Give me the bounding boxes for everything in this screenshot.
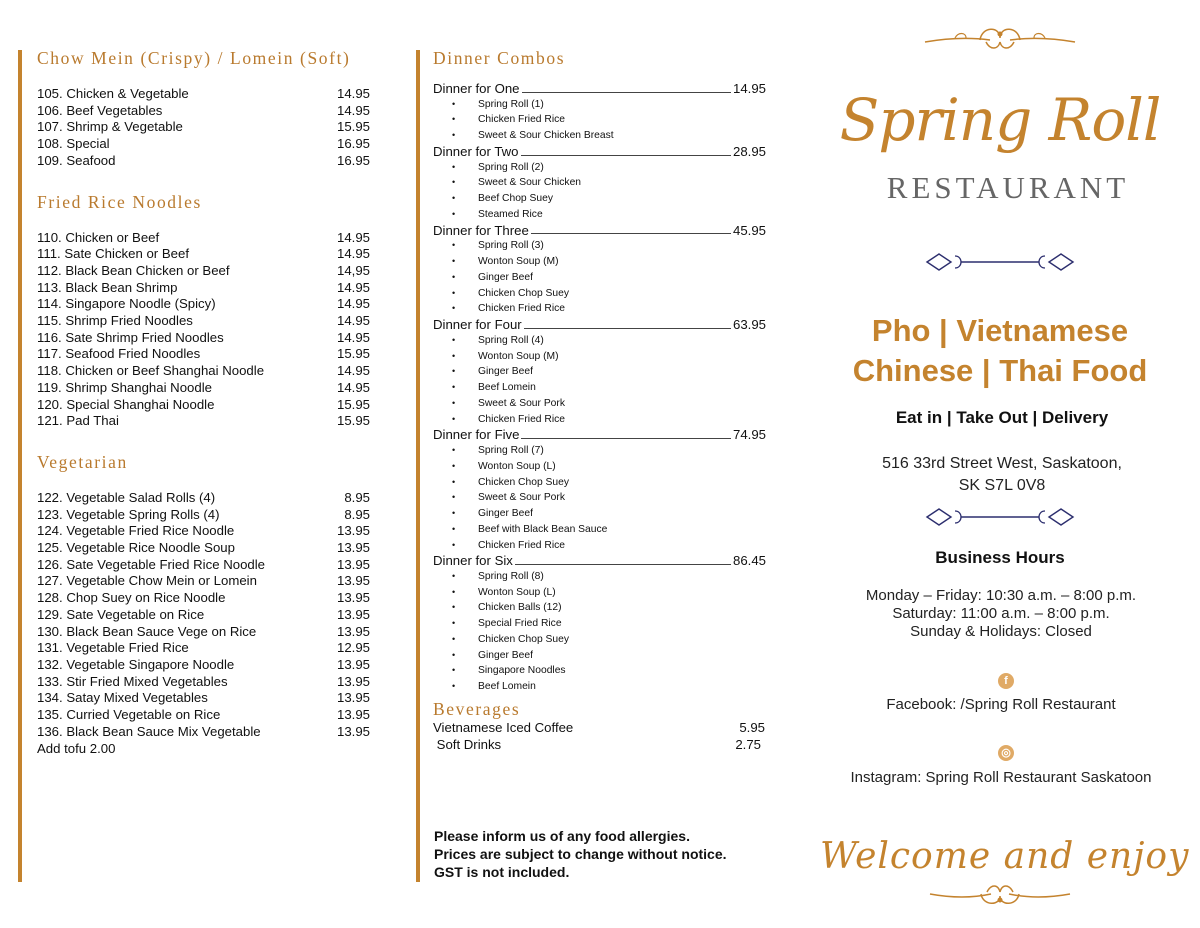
item-price: 14,95 xyxy=(336,262,370,278)
item-price: 8.95 xyxy=(344,506,370,522)
business-hours-title: Business Hours xyxy=(935,548,1065,567)
section-title: Chow Mein (Crispy) / Lomein (Soft) xyxy=(37,48,351,68)
item-price: 5.95 xyxy=(739,719,765,735)
welcome-script: Welcome and enjoy xyxy=(820,836,1190,877)
instagram-link[interactable]: Instagram: Spring Roll Restaurant Saskatoon xyxy=(850,769,1152,786)
divider-ornament xyxy=(925,505,1075,529)
instagram-icon-wrap xyxy=(820,743,1192,761)
item-price: 8.95 xyxy=(344,489,370,505)
combo-name: Dinner for Two xyxy=(433,143,519,159)
item-name: 109. Seafood xyxy=(37,152,116,168)
item-price: 13.95 xyxy=(336,707,370,723)
item-price: 14.95 xyxy=(336,279,370,295)
combo-item: • Chicken Fried Rice xyxy=(478,301,766,317)
item-price: 13.95 xyxy=(336,573,370,589)
fried-rice-noodles-section xyxy=(37,192,370,430)
combo-price: 28.95 xyxy=(732,143,766,159)
item-name: 113. Black Bean Shrimp xyxy=(37,279,178,295)
combo-name: Dinner for Three xyxy=(433,222,529,238)
combo-item: • Chicken Balls (12) xyxy=(478,600,766,616)
item-name: 125. Vegetable Rice Noodle Soup xyxy=(37,540,235,556)
combo-item: • Chicken Fried Rice xyxy=(478,538,766,554)
combo-price: 63.95 xyxy=(732,317,766,333)
menu-item xyxy=(37,707,370,724)
combo-header xyxy=(433,223,766,239)
item-price: 13.95 xyxy=(336,656,370,672)
hours-sunday: Sunday & Holidays: Closed xyxy=(910,623,1092,640)
item-price: 14.95 xyxy=(336,102,370,118)
leader-line xyxy=(531,233,731,234)
menu-item xyxy=(37,153,370,170)
menu-item xyxy=(37,523,370,540)
facebook-link[interactable]: Facebook: /Spring Roll Restaurant xyxy=(886,696,1116,713)
combo-item: • Spring Roll (8) xyxy=(478,569,766,585)
menu-item xyxy=(37,573,370,590)
item-price: 14.95 xyxy=(336,86,370,101)
item-name: 112. Black Bean Chicken or Beef xyxy=(37,262,230,278)
item-name: Vietnamese Iced Coffee xyxy=(433,719,574,735)
combo-name: Dinner for Five xyxy=(433,427,520,443)
item-price: 13.95 xyxy=(336,690,370,706)
chow-mein-section xyxy=(37,48,370,170)
combo-item: • Wonton Soup (L) xyxy=(478,459,766,475)
flourish-ornament-bottom xyxy=(925,878,1075,912)
combo-item: • Sweet & Sour Pork xyxy=(478,396,766,412)
combo-item: • Chicken Fried Rice xyxy=(478,112,766,128)
menu-column-1 xyxy=(37,48,370,757)
menu-item xyxy=(37,507,370,524)
combo-block xyxy=(433,427,766,553)
menu-item xyxy=(37,246,370,263)
menu-item xyxy=(37,674,370,691)
leader-line xyxy=(515,564,731,565)
menu-item xyxy=(37,296,370,313)
menu-item xyxy=(37,103,370,120)
item-price: 15.95 xyxy=(336,119,370,135)
item-price: 16.95 xyxy=(336,136,370,152)
item-price: 13.95 xyxy=(336,673,370,689)
combo-item: • Wonton Soup (M) xyxy=(478,254,766,270)
item-price: 16.95 xyxy=(336,152,370,168)
item-name: 127. Vegetable Chow Mein or Lomein xyxy=(37,573,257,589)
combo-item: • Ginger Beef xyxy=(478,364,766,380)
cuisine-headline-1: Pho | Vietnamese xyxy=(871,313,1129,348)
item-price: 13.95 xyxy=(336,590,370,606)
item-name: 120. Special Shanghai Noodle xyxy=(37,396,215,412)
combo-header xyxy=(433,81,766,97)
menu-item xyxy=(37,724,370,741)
item-price: 13.95 xyxy=(336,606,370,622)
item-name: 108. Special xyxy=(37,136,110,152)
instagram-icon: ◎ xyxy=(998,745,1014,761)
item-name: Add tofu 2.00 xyxy=(37,740,116,756)
combo-item: • Beef Lomein xyxy=(478,679,766,695)
spacer xyxy=(37,170,370,192)
section-title: Vegetarian xyxy=(37,451,128,472)
item-price: 13.95 xyxy=(336,623,370,639)
item-price: 15.95 xyxy=(336,396,370,412)
menu-item xyxy=(37,607,370,624)
item-name: 124. Vegetable Fried Rice Noodle xyxy=(37,523,235,539)
combo-item: • Beef Chop Suey xyxy=(478,191,766,207)
item-name: 136. Black Bean Sauce Mix Vegetable xyxy=(37,723,261,739)
item-name: 110. Chicken or Beef xyxy=(37,229,160,245)
item-name: 119. Shrimp Shanghai Noodle xyxy=(37,379,212,395)
item-name: 121. Pad Thai xyxy=(37,413,119,429)
combo-block xyxy=(433,144,766,223)
menu-item xyxy=(37,230,370,247)
spacer xyxy=(37,430,370,452)
menu-item xyxy=(37,490,370,507)
item-name: 123. Vegetable Spring Rolls (4) xyxy=(37,506,220,522)
item-price: 2.75 xyxy=(735,736,761,752)
item-name: 122. Vegetable Salad Rolls (4) xyxy=(37,489,216,505)
combo-price: 14.95 xyxy=(732,81,766,96)
item-name: 131. Vegetable Fried Rice xyxy=(37,640,189,656)
item-name: Soft Drinks xyxy=(433,736,502,752)
address-line-2: SK S7L 0V8 xyxy=(958,477,1046,494)
item-price: 14.95 xyxy=(336,363,370,379)
item-name: 111. Sate Chicken or Beef xyxy=(37,246,189,262)
divider-ornament xyxy=(925,250,1075,274)
combo-item: • Spring Roll (2) xyxy=(478,160,766,176)
cuisine-headline-2: Chinese | Thai Food xyxy=(852,353,1148,388)
item-price: 13.95 xyxy=(336,723,370,739)
combo-item: • Chicken Chop Suey xyxy=(478,475,766,491)
combo-item: • Spring Roll (4) xyxy=(478,333,766,349)
combo-item: • Sweet & Sour Pork xyxy=(478,490,766,506)
menu-item xyxy=(37,590,370,607)
menu-item xyxy=(37,690,370,707)
menu-item xyxy=(37,346,370,363)
item-price: 14.95 xyxy=(336,313,370,329)
combo-items xyxy=(433,97,766,144)
menu-item xyxy=(37,86,370,103)
item-name: 107. Shrimp & Vegetable xyxy=(37,119,183,135)
combo-items xyxy=(433,569,766,695)
item-name: 126. Sate Vegetable Fried Rice Noodle xyxy=(37,556,265,572)
item-price: 13.95 xyxy=(336,540,370,556)
combo-item: • Beef with Black Bean Sauce xyxy=(478,522,766,538)
combo-item: • Ginger Beef xyxy=(478,506,766,522)
service-options: Eat in | Take Out | Delivery xyxy=(895,408,1109,427)
section-title: Dinner Combos xyxy=(433,48,566,68)
menu-item xyxy=(37,557,370,574)
brand-name: Spring Roll xyxy=(839,86,1161,154)
item-price: 12.95 xyxy=(336,640,370,656)
item-name: 105. Chicken & Vegetable xyxy=(37,86,189,101)
item-price: 14.95 xyxy=(336,379,370,395)
item-name: 130. Black Bean Sauce Vege on Rice xyxy=(37,623,257,639)
combo-items xyxy=(433,333,766,428)
combo-block xyxy=(433,317,766,427)
section-title: Fried Rice Noodles xyxy=(37,191,202,212)
hours-weekday: Monday – Friday: 10:30 a.m. – 8:00 p.m. xyxy=(865,587,1137,604)
item-name: 135. Curried Vegetable on Rice xyxy=(37,707,221,723)
leader-line xyxy=(522,92,731,93)
gst-note: GST is not included. xyxy=(434,864,570,880)
facebook-icon: f xyxy=(998,673,1014,689)
combo-header xyxy=(433,553,766,569)
left-divider xyxy=(18,50,22,882)
menu-item xyxy=(37,741,370,758)
combo-block xyxy=(433,223,766,317)
combo-header xyxy=(433,317,766,333)
menu-item xyxy=(37,657,370,674)
address-line-1: 516 33rd Street West, Saskatoon, xyxy=(882,455,1122,472)
combo-item: • Spring Roll (3) xyxy=(478,238,766,254)
menu-item xyxy=(37,263,370,280)
menu-item xyxy=(37,280,370,297)
combo-item: • Sweet & Sour Chicken Breast xyxy=(478,128,766,144)
middle-divider xyxy=(416,50,420,882)
combo-item: • Sweet & Sour Chicken xyxy=(478,175,766,191)
combo-item: • Beef Lomein xyxy=(478,380,766,396)
beverage-item xyxy=(433,720,765,737)
menu-item xyxy=(37,624,370,641)
item-name: 118. Chicken or Beef Shanghai Noodle xyxy=(37,363,265,379)
menu-item xyxy=(37,363,370,380)
flourish-ornament-top xyxy=(920,22,1080,56)
item-price: 15.95 xyxy=(336,413,370,429)
item-name: 129. Sate Vegetable on Rice xyxy=(37,606,205,622)
combo-item: • Ginger Beef xyxy=(478,648,766,664)
combo-items xyxy=(433,160,766,223)
combo-item: • Chicken Chop Suey xyxy=(478,286,766,302)
leader-line xyxy=(521,438,731,439)
combo-price: 86.45 xyxy=(732,553,766,569)
menu-column-2 xyxy=(433,48,766,753)
combo-item: • Chicken Chop Suey xyxy=(478,632,766,648)
combo-item: • Spring Roll (7) xyxy=(478,443,766,459)
leader-line xyxy=(521,155,731,156)
combo-item: • Steamed Rice xyxy=(478,207,766,223)
item-name: 133. Stir Fried Mixed Vegetables xyxy=(37,673,228,689)
menu-item xyxy=(37,413,370,430)
combo-item: • Spring Roll (1) xyxy=(478,97,766,113)
price-note: Prices are subject to change without notice. xyxy=(434,846,727,862)
brand-subtitle: RESTAURANT xyxy=(886,170,1130,205)
combo-price: 74.95 xyxy=(732,427,766,443)
beverage-item xyxy=(433,737,765,754)
menu-item xyxy=(37,330,370,347)
item-price: 15.95 xyxy=(336,346,370,362)
combo-header xyxy=(433,144,766,160)
combo-item: • Singapore Noodles xyxy=(478,663,766,679)
menu-item xyxy=(37,380,370,397)
item-name: 116. Sate Shrimp Fried Noodles xyxy=(37,329,224,345)
item-name: 132. Vegetable Singapore Noodle xyxy=(37,656,235,672)
combo-item: • Wonton Soup (M) xyxy=(478,349,766,365)
item-price: 14.95 xyxy=(336,229,370,245)
combo-item: • Ginger Beef xyxy=(478,270,766,286)
item-name: 114. Singapore Noodle (Spicy) xyxy=(37,296,216,312)
menu-item xyxy=(37,640,370,657)
item-name: 134. Satay Mixed Vegetables xyxy=(37,690,208,706)
item-name: 106. Beef Vegetables xyxy=(37,102,163,118)
combo-header xyxy=(433,427,766,443)
item-price: 13.95 xyxy=(336,556,370,572)
vegetarian-section xyxy=(37,452,370,757)
menu-item xyxy=(37,540,370,557)
combo-item: • Special Fried Rice xyxy=(478,616,766,632)
combo-items xyxy=(433,238,766,317)
combo-name: Dinner for Four xyxy=(433,317,522,333)
hours-saturday: Saturday: 11:00 a.m. – 8:00 p.m. xyxy=(892,605,1110,622)
item-price: 14.95 xyxy=(336,246,370,262)
beverages-title: Beverages xyxy=(433,698,521,719)
combo-block xyxy=(433,81,766,144)
menu-item xyxy=(37,313,370,330)
notice-text xyxy=(434,827,727,881)
combo-item: • Wonton Soup (L) xyxy=(478,585,766,601)
combo-price: 45.95 xyxy=(732,222,766,238)
menu-item xyxy=(37,136,370,153)
combo-item: • Chicken Fried Rice xyxy=(478,412,766,428)
combo-items xyxy=(433,443,766,553)
leader-line xyxy=(524,328,731,329)
combo-name: Dinner for Six xyxy=(433,553,513,569)
allergy-note: Please inform us of any food allergies. xyxy=(434,828,690,844)
combo-block xyxy=(433,553,766,695)
menu-item xyxy=(37,397,370,414)
item-price: 14.95 xyxy=(336,296,370,312)
item-name: 117. Seafood Fried Noodles xyxy=(37,346,201,362)
item-name: 115. Shrimp Fried Noodles xyxy=(37,313,193,329)
item-price: 13.95 xyxy=(336,523,370,539)
item-name: 128. Chop Suey on Rice Noodle xyxy=(37,590,226,606)
item-price: 14.95 xyxy=(336,329,370,345)
facebook-icon-wrap xyxy=(820,671,1192,689)
menu-item xyxy=(37,119,370,136)
combo-name: Dinner for One xyxy=(433,81,520,96)
